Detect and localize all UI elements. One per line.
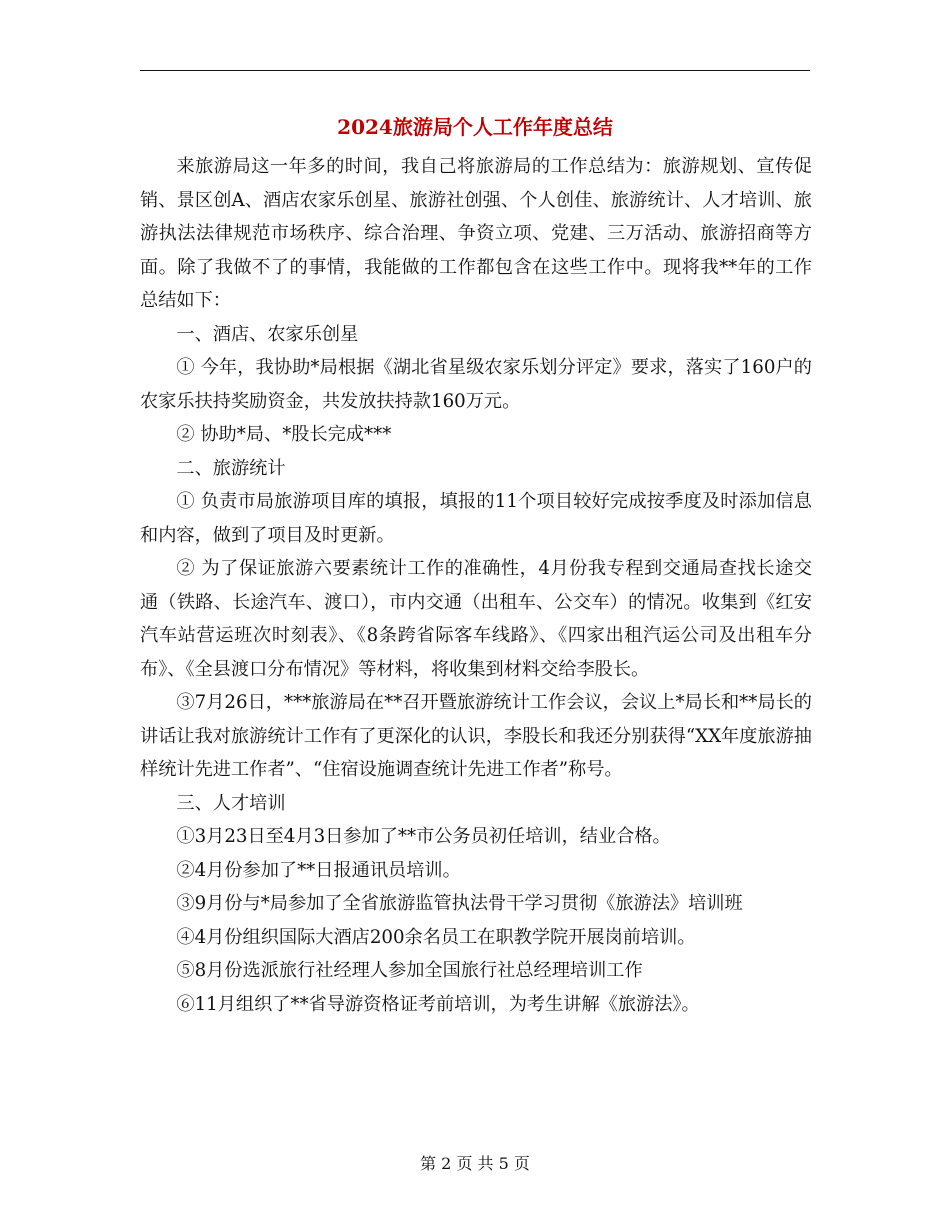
section-heading-training: 三、人才培训 — [176, 792, 286, 814]
paragraph-item: ① 负责市局旅游项目库的填报，填报的11个项目较好完成按季度及时添加信息和内容，做到了项目及时更新。 — [140, 491, 812, 546]
paragraph-item: ④4月份组织国际大酒店200余名员工在职教学院开展岗前培训。 — [176, 926, 696, 948]
document-title: 2024旅游局个人工作年度总结 — [337, 115, 613, 139]
paragraph-item: ①3月23日至4月3日参加了**市公务员初任培训，结业合格。 — [176, 826, 671, 847]
paragraph-item: ② 协助*局、*股长完成*** — [176, 424, 392, 445]
header-rule — [140, 70, 810, 71]
paragraph-item: ② 为了保证旅游六要素统计工作的准确性，4月份我专程到交通局查找长途交通（铁路、长途汽车、渡口），市内交通（出租车、公交车）的情况。收集到《红安汽车站营运班次时刻表》、《8条跨省际客车线路》、《四家出租汽运公司及出租车分布》、《全县渡口分布情况》等材料，将收集到材料交给李股长。 — [140, 558, 812, 680]
paragraph-item: ⑥11月组织了**省导游资格证考前培训，为考生讲解《旅游法》。 — [176, 993, 700, 1015]
page-number: 第 2 页 共 5 页 — [420, 1154, 530, 1173]
paragraph-intro: 来旅游局这一年多的时间，我自己将旅游局的工作总结为：旅游规划、宣传促销、景区创A、酒店农家乐创星、旅游社创强、个人创佳、旅游统计、人才培训、旅游执法法律规范市场秩序、综合治理、争资立项、党建、三万活动、旅游招商等方面。除了我做不了的事情，我能做的工作都包含在这些工作中。现将我**年的工作总结如下： — [140, 156, 812, 311]
paragraph-item: ⑤8月份选派旅行社经理人参加全国旅行社总经理培训工作 — [176, 960, 643, 981]
paragraph-item: ① 今年，我协助*局根据《湖北省星级农家乐划分评定》要求，落实了160户的农家乐扶持奖励资金，共发放扶持款160万元。 — [140, 357, 812, 412]
section-heading-hotel: 一、酒店、农家乐创星 — [176, 323, 359, 345]
paragraph-item: ③9月份与*局参加了全省旅游监管执法骨干学习贯彻《旅游法》培训班 — [176, 893, 743, 914]
paragraph-item: ③7月26日，***旅游局在**召开暨旅游统计工作会议，会议上*局长和**局长的讲话让我对旅游统计工作有了更深化的认识，李股长和我还分别获得“XX年度旅游抽样统计先进工作者”、“住宿设施调查统计先进工作者”称号。 — [140, 692, 812, 780]
document-body — [140, 150, 812, 1021]
paragraph-item: ②4月份参加了**日报通讯员培训。 — [176, 859, 461, 881]
section-heading-statistics: 二、旅游统计 — [176, 457, 286, 479]
